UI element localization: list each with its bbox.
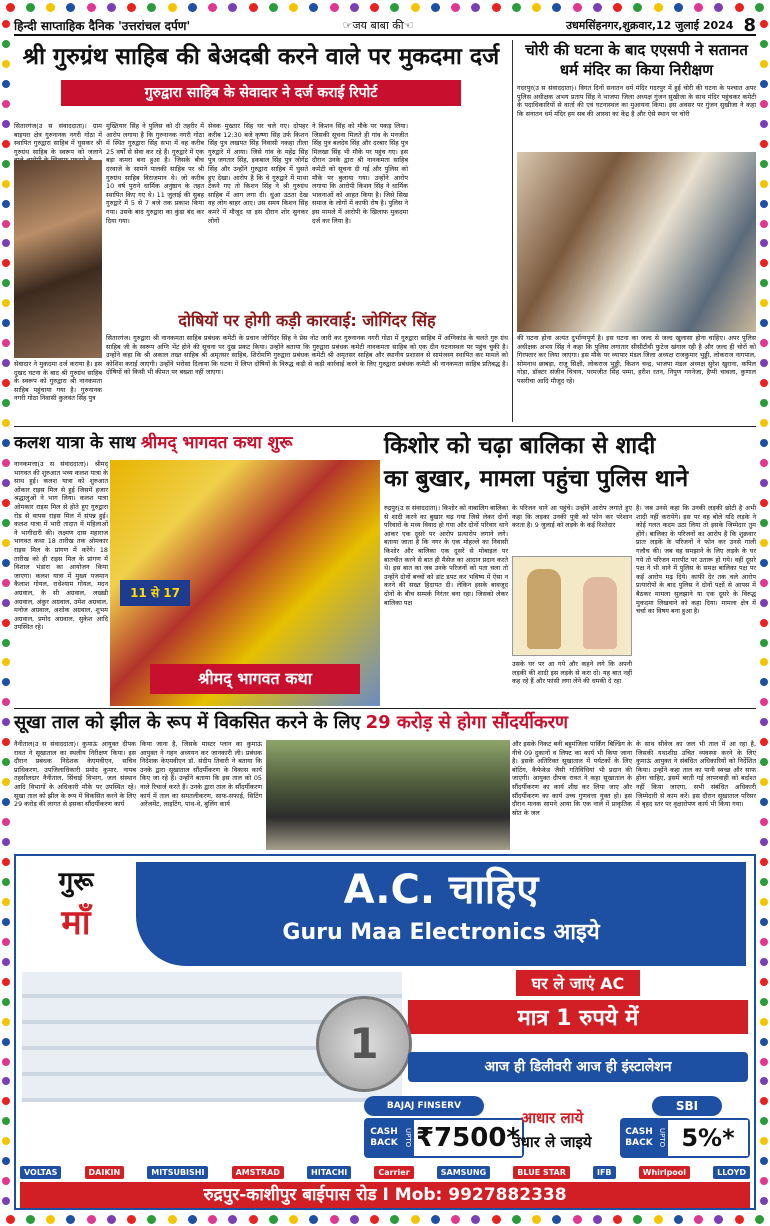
masthead	[14, 16, 756, 36]
story6-col2: किया जाना है, जिसके मास्टर प्लान का कुमाऊं आयुक्त ने गहन अध्ययन कर जानकारी ली। प्रबंधक निदेशक केएमवीएन डॉ. संदीप तिवारी ने बताया कि उनके द्वारा सूखाताल सौंदर्यीकरण के विकास कार्य किए जा रहे हैं। उन्होंने बताया कि इस ताल को 05 नाले रिचार्ज करते हैं। उनके द्वारा ताल के सौंदर्यीकरण कार्य में ताल का समतलीकरण, साफ-सफाई, सिटिंग अरेंजमेंट, लाइटिंग, पाथ-वे, बुलिंग कार्य	[140, 740, 262, 809]
border-dot	[2, 978, 10, 986]
cashback-right	[620, 1118, 750, 1158]
border-dot	[2, 878, 10, 886]
border-dot	[2, 459, 10, 467]
border-dot	[66, 3, 75, 12]
border-dot	[309, 3, 318, 12]
border-dot	[390, 1215, 399, 1224]
border-dot	[760, 439, 768, 447]
border-dot	[2, 1197, 10, 1205]
border-dot	[760, 658, 768, 666]
border-dot	[2, 858, 10, 866]
border-dot	[512, 1215, 521, 1224]
border-dot	[760, 479, 768, 487]
border-dot	[2, 419, 10, 427]
border-dot	[760, 200, 768, 208]
border-dot	[107, 1215, 116, 1224]
border-dot	[760, 559, 768, 567]
divider	[14, 708, 756, 709]
cashback-right-upto: UPTO	[658, 1128, 666, 1148]
border-dot	[760, 818, 768, 826]
border-dot	[249, 1215, 258, 1224]
border-dot	[755, 1215, 764, 1224]
border-dot	[2, 798, 10, 806]
border-dot	[2, 479, 10, 487]
border-dot	[350, 3, 359, 12]
cashback-left-label: CASH BACK	[370, 1127, 398, 1148]
top-dot-border	[0, 0, 770, 14]
border-dot	[613, 3, 622, 12]
border-dot	[760, 1018, 768, 1026]
story3-headline: चोरी की घटना के बाद एएसपी ने सतानत धर्म मंदिर का किया निरीक्षण	[525, 41, 748, 79]
story5-headline-line2: का बुखार, मामला पहुंचा पुलिस थाने	[384, 466, 689, 492]
border-dot	[2, 1157, 10, 1165]
border-dot	[532, 1215, 541, 1224]
sukhatal-inspection-photo	[266, 740, 510, 850]
border-dot	[760, 239, 768, 247]
story3-intro: गदरपुर(उ स संवाददाता)। विगत दिनों सनातन धर्म मंदिर गदरपुर में हुई चोरी की घटना के पश्चात अपर पुलिस अधीक्षक अभय प्रताप सिंह ने भाजपा जिला अध्यक्ष गुंजन सुखीजा के साथ मंदिर पहुंचकर कमेटी के पदाधिकारियों से वार्ता की एवं घटनास्थल का मुआयना किया। इस अवसर पर गुंजन सुखीजा ने कहा कि सनातन धर्म मंदिर हम सब की आस्था का केंद्र है और ऐसे स्थान पर चोरी	[517, 84, 756, 118]
border-dot	[2, 1018, 10, 1026]
story6-col4: के साथ सीवेज का जल भी ताल में आ रहा है, जिसकी यथाशीघ्र उचित व्यवस्था करने के लिए कुमाऊं आयुक्त ने संबंधित अधिकारियों को निर्देशित किया। उन्होंने कहा ताल का पानी स्वच्छ और साफ होना चाहिए, इसमें बरती गई लापरवाही को बर्दाश्त नहीं किया जाएगा, सभी संबंधित अधिकारी जिम्मेदारी से काम करें। इस दौरान सूखाताल परिसर में बृहद स्तर पर वृक्षारोपण कार्य भी किया गया।	[636, 740, 756, 809]
border-dot	[760, 898, 768, 906]
story3-side: की घटना होना अत्यंत दुर्भाग्यपूर्ण है। इस घटना का जल्द से जल्द खुलासा होना चाहिए। अपर पुलिस अधीक्षक अभय सिंह ने कहा कि पुलिस लगातार सीसीटीवी फुटेज खंगाल रही है और जल्द ही चोरों को गिरफ्तार कर लिया जाएगा। इस मौके पर व्यापार मंडल जिला अध्यक्ष राजकुमार भुड्डी, लोकराज नागपाल, सोमनाथ छाबड़ा, राजू सिक्षी, लोकराज भुड्डी, किशन चन्द्र, भाजपा मंडल अध्यक्ष सुरेश खुराना, कपिल गोड़ा, डॉक्टर संजीव चित्राय, परमजीत सिंह पम्मा, हरीश रतन, निपुण गगनेजा, हैप्पी चावला, कुणाल पसरीचा आदि मौजूद रहे।	[517, 334, 756, 385]
border-dot	[2, 40, 10, 48]
border-dot	[2, 1177, 10, 1185]
border-dot	[46, 3, 55, 12]
border-dot	[760, 698, 768, 706]
temple-inspection-photo	[517, 152, 756, 332]
brand-logo: Carrier	[374, 1166, 413, 1179]
border-dot	[760, 180, 768, 188]
border-dot	[714, 3, 723, 12]
story1-subhead: गुरुद्वारा साहिब के सेवादार ने दर्ज कराई रिपोर्ट	[61, 80, 461, 106]
brand-logo: SAMSUNG	[437, 1166, 490, 1179]
border-dot	[2, 898, 10, 906]
border-dot	[269, 3, 278, 12]
border-dot	[2, 439, 10, 447]
border-dot	[2, 918, 10, 926]
border-dot	[573, 3, 582, 12]
brand-logo: HITACHI	[307, 1166, 351, 1179]
border-dot	[760, 80, 768, 88]
border-dot	[2, 499, 10, 507]
border-dot	[26, 1215, 35, 1224]
story2-body: सितारगंज। गुरुद्वारा श्री नानकमता साहिब प्रबंधक कमेटी के प्रधान जोगिंदर सिंह ने प्रेस नोट जारी कर गुरुनानक नगरी गोठा में गुरुद्वारा साहिब में अग्निकांड के चलते गुरु ग्रंथ साहिब जी के स्वरूप अग्नि भेंट होने की सूचना पर दुख प्रकट किया। उन्होंने बताया कि गुरुद्वारा प्रबंधक कमेटी नानकमता साहिब को एक दीन घटनास्थल पर पहुंच चुकी है। उन्होंने कहा कि श्री अकाल तख्त साहिब श्री अमृतसर साहिब, शिरोमणि गुरुद्वारा प्रबंधक कमेटी श्री अमृतसर साहिब और स्थानीय प्रशासन से सामंजस्य स्थापित कर मामले को कोशिश कराई जाएगी। उन्होंने भरोसा दिलाया कि घटना में लिप्त दोषियों के विरुद्ध कड़ी से कड़ी कार्रवाई करने के लिए गुरुद्वारा प्रबंधक कमेटी श्री नानकमता साहिब प्रतिबद्ध है। दोषियों को किसी भी कीमत पर बख्शा नहीं जाएगा।	[106, 334, 508, 377]
border-dot	[532, 3, 541, 12]
border-dot	[2, 100, 10, 108]
story4-header	[14, 430, 380, 458]
border-dot	[26, 3, 35, 12]
border-dot	[735, 1215, 744, 1224]
border-dot	[6, 3, 15, 12]
ad-offer	[408, 970, 748, 1030]
border-dot	[2, 160, 10, 168]
border-dot	[755, 3, 764, 12]
border-dot	[2, 20, 10, 28]
border-dot	[760, 1157, 768, 1165]
ad-logo	[22, 862, 130, 962]
border-dot	[674, 3, 683, 12]
story2	[106, 310, 508, 422]
border-dot	[760, 1038, 768, 1046]
border-dot	[760, 678, 768, 686]
brand-logo: IFB	[593, 1166, 616, 1179]
cashback-left-value: ₹7500*	[414, 1120, 522, 1156]
border-dot	[760, 120, 768, 128]
border-dot	[2, 778, 10, 786]
border-dot	[760, 918, 768, 926]
border-dot	[431, 1215, 440, 1224]
border-dot	[147, 3, 156, 12]
page-number: 8	[743, 14, 756, 36]
photo-dates: 11 से 17	[120, 580, 190, 606]
border-dot	[760, 339, 768, 347]
story5-col1: रुद्रपुर(उ स संवाददाता)। किशोर को नाबालिग बालिका से शादी करने का बुखार चढ़ गया जिसे लेकर दोनों परिवारों के मध्य विवाद हो गया और दोनों परिवार थाने आकर एक दूसरे पर आरोप प्रत्यारोप लगाने लगे। बताया जाता है कि नगर के एक मोहल्ले का निवासी किशोर और बालिका एक दूसरे से मोबाइल पर बातचीत करने से बात ही मैसेज का आदान प्रदान करते थे। इस बात का जब उनके परिजनों को पता चला तो उन्होंने दोनों बच्चों को डांट डपट कर भविष्य में ऐसा न करने की सख्त हिदायत दी। लेकिन इसके बावजूद दोनों के बीच सम्पर्क निरंतर बना रहा। जिसको लेकर बालिका पक्ष	[384, 504, 508, 607]
border-dot	[2, 579, 10, 587]
brand-logo: AMSTRAD	[232, 1166, 284, 1179]
border-dot	[228, 3, 237, 12]
border-dot	[512, 3, 521, 12]
border-dot	[390, 3, 399, 12]
border-dot	[269, 1215, 278, 1224]
border-dot	[188, 1215, 197, 1224]
brand-logo: DAIKIN	[85, 1166, 125, 1179]
border-dot	[2, 1077, 10, 1085]
border-dot	[694, 3, 703, 12]
border-dot	[760, 259, 768, 267]
story5-col2-top: के परिजन थाने आ पहुंचे। उन्होंने आरोप लगाते हुए कहा कि लड़का उनकी पुत्री को फोन कर परेशान करता है। 9 जुलाई को लड़के के कई रिश्तेदार	[512, 504, 632, 530]
border-dot	[760, 1117, 768, 1125]
border-dot	[46, 1215, 55, 1224]
rupee-coin-image: 1	[316, 996, 412, 1092]
border-dot	[760, 579, 768, 587]
story5-col2-bottom: उसके घर पर आ गये और कहने लगे कि अपनी लड़की की शादी इस लड़के से करा दो। यह बात नहीं कह रहे हैं और फांसी लगा लेने की धमकी दे रहा	[512, 660, 632, 686]
left-dot-border	[0, 14, 12, 1212]
border-dot	[2, 519, 10, 527]
border-dot	[2, 938, 10, 946]
border-dot	[760, 459, 768, 467]
border-dot	[654, 3, 663, 12]
ad-offer-line1: घर ले जाएं AC	[516, 970, 641, 996]
brand-logo: VOLTAS	[20, 1166, 61, 1179]
border-dot	[760, 738, 768, 746]
cashback-right-value: 5%*	[668, 1120, 748, 1156]
border-dot	[2, 758, 10, 766]
border-dot	[760, 519, 768, 527]
border-dot	[2, 200, 10, 208]
border-dot	[309, 1215, 318, 1224]
border-dot	[674, 1215, 683, 1224]
border-dot	[2, 239, 10, 247]
border-dot	[760, 758, 768, 766]
border-dot	[492, 3, 501, 12]
border-dot	[760, 798, 768, 806]
story1-col1-bottom: सेवादार ने मुकदमा दर्ज कराया है। इस दुखद घटना के बाद श्री गुरुग्रंथ साहिब के स्वरूप को गुरुद्वारा श्री नानकमता साहिब पहुंचाया गया है। गुरुनानक नगरी गोठा निवासी कुलवंत सिंह पुत्र	[14, 360, 102, 403]
border-dot	[760, 499, 768, 507]
border-dot	[760, 299, 768, 307]
cashback-left-upto: UPTO	[404, 1128, 412, 1148]
border-dot	[760, 938, 768, 946]
story6-col3: और इसके निकट बनी बहुमंजिला पार्किंग बिल्डिंग के नीचे 09 दुकानों व लिफ्ट का कार्य भी किया जाना है। इसके अतिरिक्त सूखाताल में पर्यटकों के लिए बोटिंग, कैफेकेड जैसी गतिविधियां भी प्रदान की जाएगी। आयुक्त दीपक रावत ने कहा सूखाताल के सौंदर्यीकरण का कार्य शीघ्र कर लिया जाए और सौंदर्यीकरण का कार्य उच्च गुणवत्ता युक्त हो। इस दौरान मानक सामने आया कि एक नाले में प्राकृतिक स्रोत के जल	[512, 740, 632, 817]
border-dot	[760, 319, 768, 327]
border-dot	[760, 399, 768, 407]
border-dot	[2, 738, 10, 746]
border-dot	[2, 838, 10, 846]
border-dot	[760, 1137, 768, 1145]
border-dot	[228, 1215, 237, 1224]
story4-headline-part2: श्रीमद् भागवत कथा शुरू	[140, 433, 293, 453]
border-dot	[593, 3, 602, 12]
border-dot	[714, 1215, 723, 1224]
border-dot	[2, 678, 10, 686]
border-dot	[654, 1215, 663, 1224]
border-dot	[760, 1197, 768, 1205]
border-dot	[330, 3, 339, 12]
border-dot	[127, 1215, 136, 1224]
story6-header	[14, 710, 756, 738]
border-dot	[370, 1215, 379, 1224]
brand-logo: BLUE STAR	[513, 1166, 570, 1179]
border-dot	[2, 639, 10, 647]
border-dot	[760, 878, 768, 886]
border-dot	[2, 220, 10, 228]
brand-logo: Whirlpool	[639, 1166, 690, 1179]
story1-headline: श्री गुरुग्रंथ साहिब की बेअदबी करने वाले पर मुकदमा दर्ज	[22, 44, 500, 70]
border-dot	[760, 60, 768, 68]
sbi-logo: SBI	[652, 1096, 722, 1116]
border-dot	[573, 1215, 582, 1224]
border-dot	[2, 698, 10, 706]
photo-banner: श्रीमद् भागवत कथा	[150, 664, 360, 694]
border-dot	[552, 1215, 561, 1224]
border-dot	[2, 399, 10, 407]
border-dot	[2, 279, 10, 287]
ad-banner	[136, 862, 746, 966]
border-dot	[760, 1097, 768, 1105]
aadhaar-line1: आधार लाये	[520, 1109, 584, 1127]
story2-headline: दोषियों पर होगी कड़ी कारवाई: जोगिंदर सिंह	[178, 311, 436, 330]
border-dot	[2, 120, 10, 128]
border-dot	[760, 778, 768, 786]
paper-name: हिन्दी साप्ताहिक दैनिक 'उत्तरांचल दर्पण'	[14, 18, 191, 33]
ad-delivery: आज ही डिलीवरी आज ही इंस्टालेशन	[408, 1052, 748, 1082]
border-dot	[760, 40, 768, 48]
story5-headline-line1: किशोर को चढ़ा बालिका से शादी	[384, 433, 656, 459]
border-dot	[87, 3, 96, 12]
border-dot	[168, 1215, 177, 1224]
border-dot	[249, 3, 258, 12]
border-dot	[760, 838, 768, 846]
slogan: ☞जय बाबा की☜	[342, 18, 414, 32]
border-dot	[2, 539, 10, 547]
border-dot	[694, 1215, 703, 1224]
border-dot	[2, 1117, 10, 1125]
brand-strip	[20, 1164, 750, 1180]
border-dot	[6, 1215, 15, 1224]
ad-heading: A.C. चाहिए	[343, 867, 539, 913]
border-dot	[633, 1215, 642, 1224]
border-dot	[760, 220, 768, 228]
border-dot	[760, 1077, 768, 1085]
border-dot	[760, 379, 768, 387]
ad-subheading: Guru Maa Electronics आइये	[282, 920, 600, 945]
border-dot	[552, 3, 561, 12]
border-dot	[593, 1215, 602, 1224]
border-dot	[2, 599, 10, 607]
border-dot	[760, 359, 768, 367]
border-dot	[760, 978, 768, 986]
border-dot	[633, 3, 642, 12]
right-dot-border	[758, 14, 770, 1212]
story5-col3: है। जब उनसे कहा कि उनकी लड़की छोटी है अभी शादी नहीं करायेंगे। इस पर वह बोले यदि लड़के ने कोई गलत कदम उठा लिया तो इसके जिम्मेदार तुम होंगे। बालिका के परिजनों का आरोप है कि शुक्रवार प्रातः लड़के के परिजनों ने फोन कर उनसे गाली गलौच की। जब वह समझाने के लिए लड़के के घर गये तो परिजन मारपीट पर उतारू हो गये। वहीं दूसरे पक्ष ने भी थाने में पुलिस के समक्ष बालिका पक्ष पर कई आरोप मढ़ दिये। काफी देर तक चले आरोप प्रत्यारोपों के बाद पुलिस ने दोनों पक्षों से आपस में बैठकर मामला सुलझाने या एक दूसरे के विरुद्ध मुकदमा लिखवाने को कहा दिया। मामला क्षेत्र में चर्चा का विषय बना हुआ है।	[636, 504, 756, 616]
story5-header	[384, 430, 756, 500]
border-dot	[2, 998, 10, 1006]
border-dot	[66, 1215, 75, 1224]
border-dot	[760, 858, 768, 866]
border-dot	[760, 619, 768, 627]
border-dot	[613, 1215, 622, 1224]
border-dot	[2, 180, 10, 188]
border-dot	[208, 3, 217, 12]
ad-guru-maa-electronics	[14, 854, 756, 1210]
aadhaar-line2: उधार ले जाइये	[512, 1133, 592, 1151]
border-dot	[471, 1215, 480, 1224]
border-dot	[760, 718, 768, 726]
border-dot	[2, 559, 10, 567]
border-dot	[2, 299, 10, 307]
border-dot	[411, 1215, 420, 1224]
border-dot	[760, 100, 768, 108]
story1-col4: ने किशन सिंह को मौके पर पकड़ लिया। जिसकी सूचना मिलते ही गांव के मनजीत सिंह पुत्र बलदेव सिंह और दरबार सिंह पुत्र मिलखा सिंह भी मौके पर पहुंच गए। इस दौरान उनके द्वारा श्री नानकमता साहिब कमेटी को सूचना दी गई और पुलिस को मौके पर बुलाया गया। उन्होंने आरोप लगाया कि आरोपी किशन सिंह ने धार्मिक भावनाओं को आहत किया है। जिसे सिख समाज के लोगों में काफी रोष है। पुलिस ने इस मामले में आरोपी के खिलाफ मुकदमा दर्ज कर लिया है।	[312, 122, 408, 225]
border-dot	[735, 3, 744, 12]
border-dot	[208, 1215, 217, 1224]
border-dot	[451, 3, 460, 12]
border-dot	[289, 1215, 298, 1224]
border-dot	[2, 1058, 10, 1066]
story4-body: नानकमत्ता(उ स संवाददाता)। श्रीमद् भागवत की शुरुआत भव्य कलश यात्रा के साथ हुई। कलश यात्रा को शुरुआत ओंकार राइस मिल से हुई जिसमें हजार श्रद्धालुओं ने भाग लिया। कलश यात्रा ओमकार राइस मिल से होते हुए गुरुद्वारा रोड से वापस राइस मिल में संपन्न हुई। कलश यात्रा में भारी तादात में महिलाओं ने भागीदारी की। लक्ष्मण दास महाराज भागवत कथा 18 तारीख तक ओमकार राइस मिल के प्रांगण में करेंगे। 18 तारीख को ही राइस मिल के प्रांगण में विशाल भंडारा का आयोजन किया जाएगा। कलश यात्रा में मुख्य यजमान कैलाश गोयल, राधेश्याम गोयल, मदन अग्रवाल, के सी अग्रवाल, लख्खी अग्रवाल, अंकुर अग्रवाल, उमेश अग्रवाल, मनोज अग्रवाल, अशोक अग्रवाल, शुभम अग्रवाल, प्रमोद अग्रवाल, सुकेश आदि उपस्थित रहे।	[14, 460, 108, 632]
border-dot	[760, 998, 768, 1006]
story1-col2: मुख्तियार सिंह ने पुलिस को दी तहरीर में आरोप लगाया है कि गुरुनानक नगरी गोठा में स्थित गुरुद्वारा सिंह सभा में वह करीब 25 वर्षों से सेवा कर रहे हैं। गुरुद्वारे में एक बड़ा कमरा बना हुआ है। जिसके बीच दरवाजे के सामने पालकी साहिब पर श्री गुरुग्रंथ साहिब विराजमान थे। जो करीब 10 वर्ष पुराने धार्मिक अनुष्ठान के तहत स्थापित किए गए थे। 11 जुलाई की सुबह गुरुद्वारे में 5 से 7 बजे तक प्रकाश किया गया। उसके बाद गुरुद्वारा का कुंडा बंद कर दिया गया।	[106, 122, 204, 225]
border-dot	[760, 599, 768, 607]
border-dot	[2, 1038, 10, 1046]
story6-headline-red: 29 करोड़ से होगा सौंदर्यीकरण	[365, 712, 569, 733]
border-dot	[760, 539, 768, 547]
border-dot	[168, 3, 177, 12]
brand-logo: MITSUBISHI	[147, 1166, 208, 1179]
border-dot	[2, 958, 10, 966]
border-dot	[2, 80, 10, 88]
brand-logo: LLOYD	[713, 1166, 750, 1179]
divider	[14, 426, 756, 427]
story3	[512, 40, 756, 422]
story6-headline-black: सूखा ताल को झील के रूप में विकसित करने के लिए	[14, 712, 361, 733]
ad-logo-top: गुरू	[58, 867, 94, 897]
police-illustration	[512, 556, 632, 656]
border-dot	[760, 160, 768, 168]
border-dot	[760, 419, 768, 427]
border-dot	[350, 1215, 359, 1224]
story6-col1: नैनीताल(उ स संवाददाता)। कुमाऊं आयुक्त दीपक रावत ने सूखाताल का स्थलीय निरीक्षण किया। इस दौरान प्रबंधक निदेशक केएमवीएन, सचिव प्राधिकरण, उपजिलाधिकारी प्रमोद कुमार, नायब तहसीलदार नैनीताल, सिंचाई विभाग, जल संस्थान आदि विभागों के अधिकारी मौके पर उपस्थित रहे। सूखा ताल को झील के रूप में विकसित करने के लिए 29 करोड़ की लागत से इसका सौंदर्यीकरण कार्य	[14, 740, 136, 809]
border-dot	[370, 3, 379, 12]
border-dot	[87, 1215, 96, 1224]
border-dot	[2, 1097, 10, 1105]
border-dot	[760, 20, 768, 28]
border-dot	[760, 140, 768, 148]
bajaj-finserv-logo: BAJAJ FINSERV	[364, 1096, 484, 1116]
border-dot	[451, 1215, 460, 1224]
bottom-dot-border	[0, 1212, 770, 1226]
border-dot	[2, 140, 10, 148]
border-dot	[2, 658, 10, 666]
accused-photo	[14, 160, 102, 358]
dateline: उधमसिंहनगर,शुक्रवार,12 जुलाई 2024	[565, 18, 734, 32]
border-dot	[760, 279, 768, 287]
ad-footer-address: रुद्रपुर-काशीपुर बाईपास रोड I Mob: 9927882338	[20, 1182, 750, 1208]
border-dot	[2, 718, 10, 726]
border-dot	[2, 60, 10, 68]
border-dot	[2, 359, 10, 367]
border-dot	[147, 1215, 156, 1224]
border-dot	[2, 619, 10, 627]
aadhaar-offer	[494, 1096, 610, 1158]
border-dot	[127, 3, 136, 12]
ad-offer-line2: मात्र 1 रुपये में	[408, 1000, 748, 1034]
story4-headline-part1: कलश यात्रा के साथ	[14, 433, 136, 453]
border-dot	[2, 1137, 10, 1145]
border-dot	[492, 1215, 501, 1224]
border-dot	[411, 3, 420, 12]
ad-logo-bottom: माँ	[61, 903, 91, 943]
border-dot	[2, 319, 10, 327]
story1-header	[14, 40, 508, 118]
border-dot	[330, 1215, 339, 1224]
border-dot	[760, 1177, 768, 1185]
border-dot	[188, 3, 197, 12]
border-dot	[2, 379, 10, 387]
border-dot	[2, 339, 10, 347]
border-dot	[107, 3, 116, 12]
border-dot	[760, 958, 768, 966]
border-dot	[431, 3, 440, 12]
kalash-yatra-photo	[110, 460, 380, 706]
story1-col1-top: सितारगंज(उ स संवाददाता)। ग्राम बाइयरा क्षेत्र गुरुनानक नगरी गोठा में स्थापित गुरुद्वारा साहिब में घुसकर श्री गुरुग्रंथ साहिब के स्वरूप को जलाने	[14, 122, 102, 156]
border-dot	[289, 3, 298, 12]
border-dot	[760, 1058, 768, 1066]
story1-col3: सेवक मुख्तार सिंह घर चले गए। दोपहर करीब 12:30 बजे कृष्णा सिंह उर्फ किशन सिंह पुत्र लखपत सिंह निवासी नकहा तीला गुरुद्वारे में आया। जिसे गांव के महेंद्र सिंह पुत्र जगतार सिंह, इकबाल सिंह पुत्र जोगेंद्र सिंह और उन्होंने गुरुद्वारा साहिब में घुसते हुए देखा। आरोप है कि वे गुरुद्वारे में माथा टेकने गए तो किशन सिंह ने श्री गुरुग्रंथ साहिब में आग लगा दी। धुंआ उठता देख वह लोग बाहर आए। उस समय किशन सिंह कमरे में मौजूद था इस दौरान शोर सुनकर लोगों	[208, 122, 308, 225]
border-dot	[2, 259, 10, 267]
border-dot	[2, 818, 10, 826]
border-dot	[471, 3, 480, 12]
border-dot	[760, 639, 768, 647]
cashback-right-label: CASH BACK	[625, 1127, 653, 1148]
